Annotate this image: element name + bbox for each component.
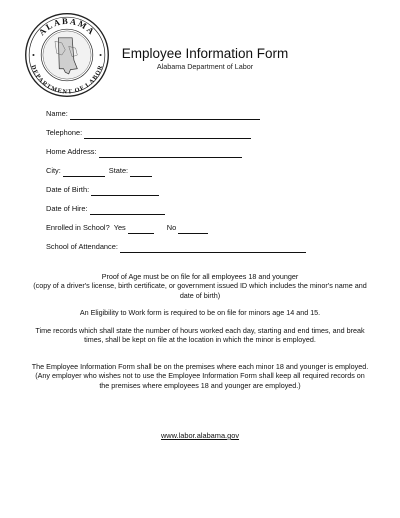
name-label: Name: [46,109,68,118]
enrolled-field [46,222,208,234]
dob-field [46,184,159,196]
state-label: State: [108,166,129,175]
telephone-field [46,127,251,139]
seal-top-text: ALABAMA [36,15,98,38]
page-subtitle: Alabama Department of Labor [156,62,254,71]
doh-field [46,203,165,215]
name-line[interactable] [70,110,260,120]
home-address-label: Home Address: [46,147,97,156]
website-link[interactable]: www.labor.alabama.gov [160,431,240,440]
doh-label: Date of Hire: [46,204,88,213]
eligibility-paragraph: An Eligibility to Work form is required to be on file for minors age 14 and 15. [79,308,321,317]
doh-line[interactable] [90,205,165,215]
enrolled-label: Enrolled in School? [46,223,110,232]
telephone-line[interactable] [84,129,251,139]
proof-of-age-paragraph [30,272,370,300]
time-records-paragraph: Time records which shall state the number of hours worked each day, starting and end times, and break times, shall be kept on file at the location in which the minor is employed. [35,326,365,345]
premises-paragraph [30,362,370,390]
dob-label: Date of Birth: [46,185,90,194]
dob-line[interactable] [91,186,159,196]
yes-label: Yes [113,223,126,232]
premises-line-2: (Any employer who wishes not to use the Employee Information Form shall keep all required records on the premises where employees 18 and younger are employed.) [35,371,365,390]
home-address-line[interactable] [99,148,242,158]
city-state-field [46,165,152,177]
page-title: Employee Information Form [121,46,289,61]
proof-line-2: (copy of a driver's license, birth certificate, or government issued ID which includes the minor's name and date of birth) [33,281,367,300]
school-line[interactable] [120,243,306,253]
city-line[interactable] [63,167,105,177]
city-label: City: [46,166,61,175]
yes-line[interactable] [128,224,154,234]
home-address-field [46,146,242,158]
name-field [46,108,260,120]
telephone-label: Telephone: [46,128,83,137]
state-line[interactable] [130,167,152,177]
no-label: No [166,223,177,232]
school-field [46,241,306,253]
premises-line-1: The Employee Information Form shall be on the premises where each minor 18 and younger is employed. [31,362,369,371]
proof-line-1: Proof of Age must be on file for all employees 18 and younger [101,272,299,281]
no-line[interactable] [178,224,208,234]
seal-bottom-text: DEPARTMENT OF LABOR [29,64,105,96]
school-label: School of Attendance: [46,242,118,251]
department-seal-icon [24,12,110,98]
